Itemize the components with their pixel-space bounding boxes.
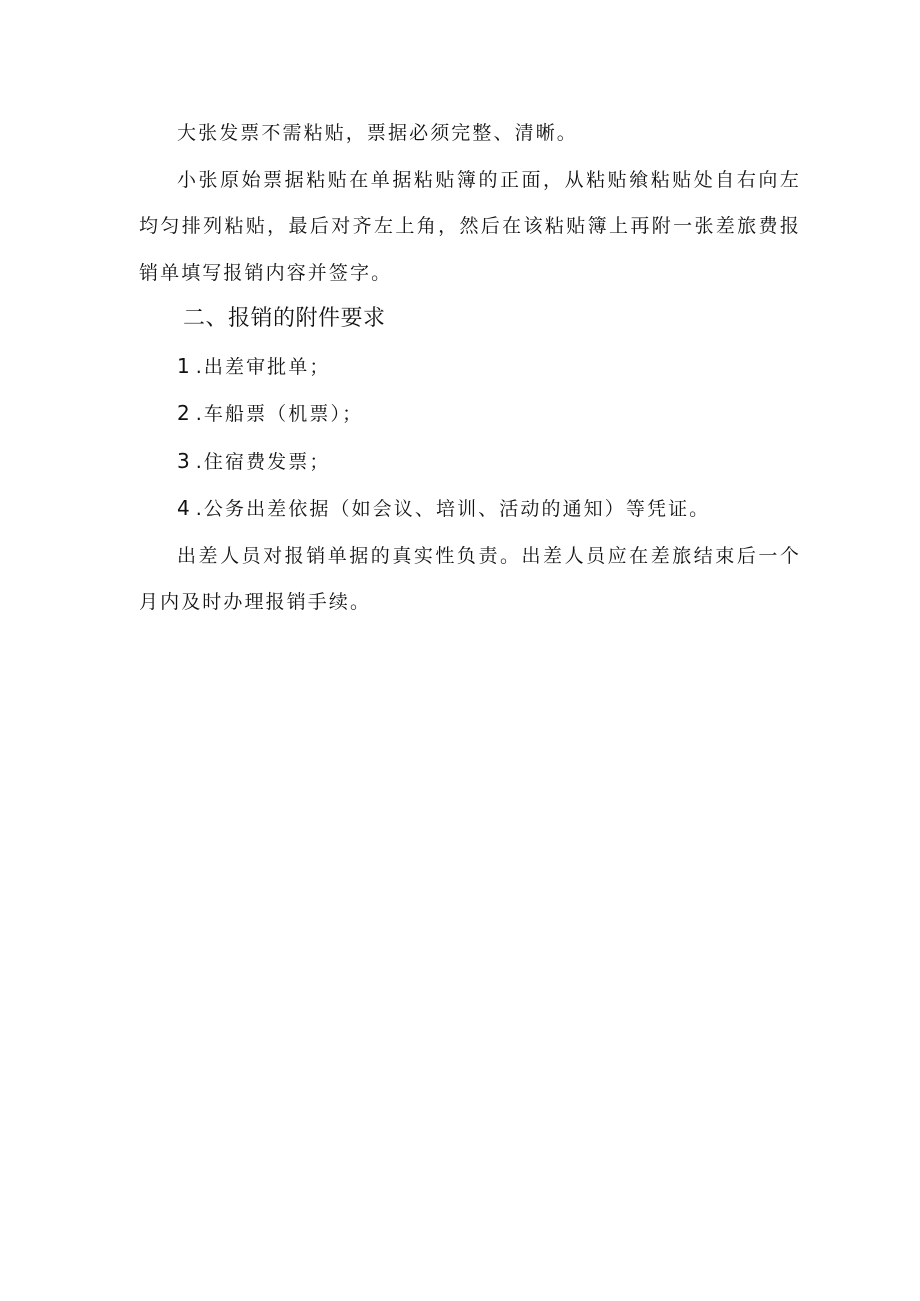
attachment-item — [139, 438, 801, 486]
attachment-item — [139, 390, 801, 438]
attachment-item — [139, 343, 801, 391]
attachment-text: .车船票（机票）； — [195, 403, 364, 425]
attachment-text: .住宿费发票； — [195, 450, 331, 473]
section-heading: 二、报销的附件要求 — [183, 306, 386, 331]
attachment-text: .出差审批单； — [195, 355, 331, 378]
attachment-text: .公务出差依据（如会议、培训、活动的通知）等凭证。 — [195, 498, 711, 520]
document-body — [139, 110, 801, 626]
attachment-number: 4 — [177, 496, 190, 520]
attachment-number: 2 — [177, 401, 190, 425]
paragraph-large-invoice: 大张发票不需粘贴，票据必须完整、清晰。 — [177, 122, 578, 144]
attachment-number: 3 — [177, 448, 190, 473]
paragraph-closing: 出差人员对报销单据的真实性负责。出差人员应在差旅结束后一个月内及时办理报销手续。 — [139, 544, 801, 613]
paragraph-small-receipts: 小张原始票据粘贴在单据粘贴簿的正面，从粘贴飨粘贴处自右向左均匀排列粘贴，最后对齐左上角，然后在该粘贴簿上再附一张差旅费报销单填写报销内容并签字。 — [139, 168, 801, 284]
attachment-number: 1 — [177, 353, 190, 378]
attachment-item — [139, 485, 801, 533]
